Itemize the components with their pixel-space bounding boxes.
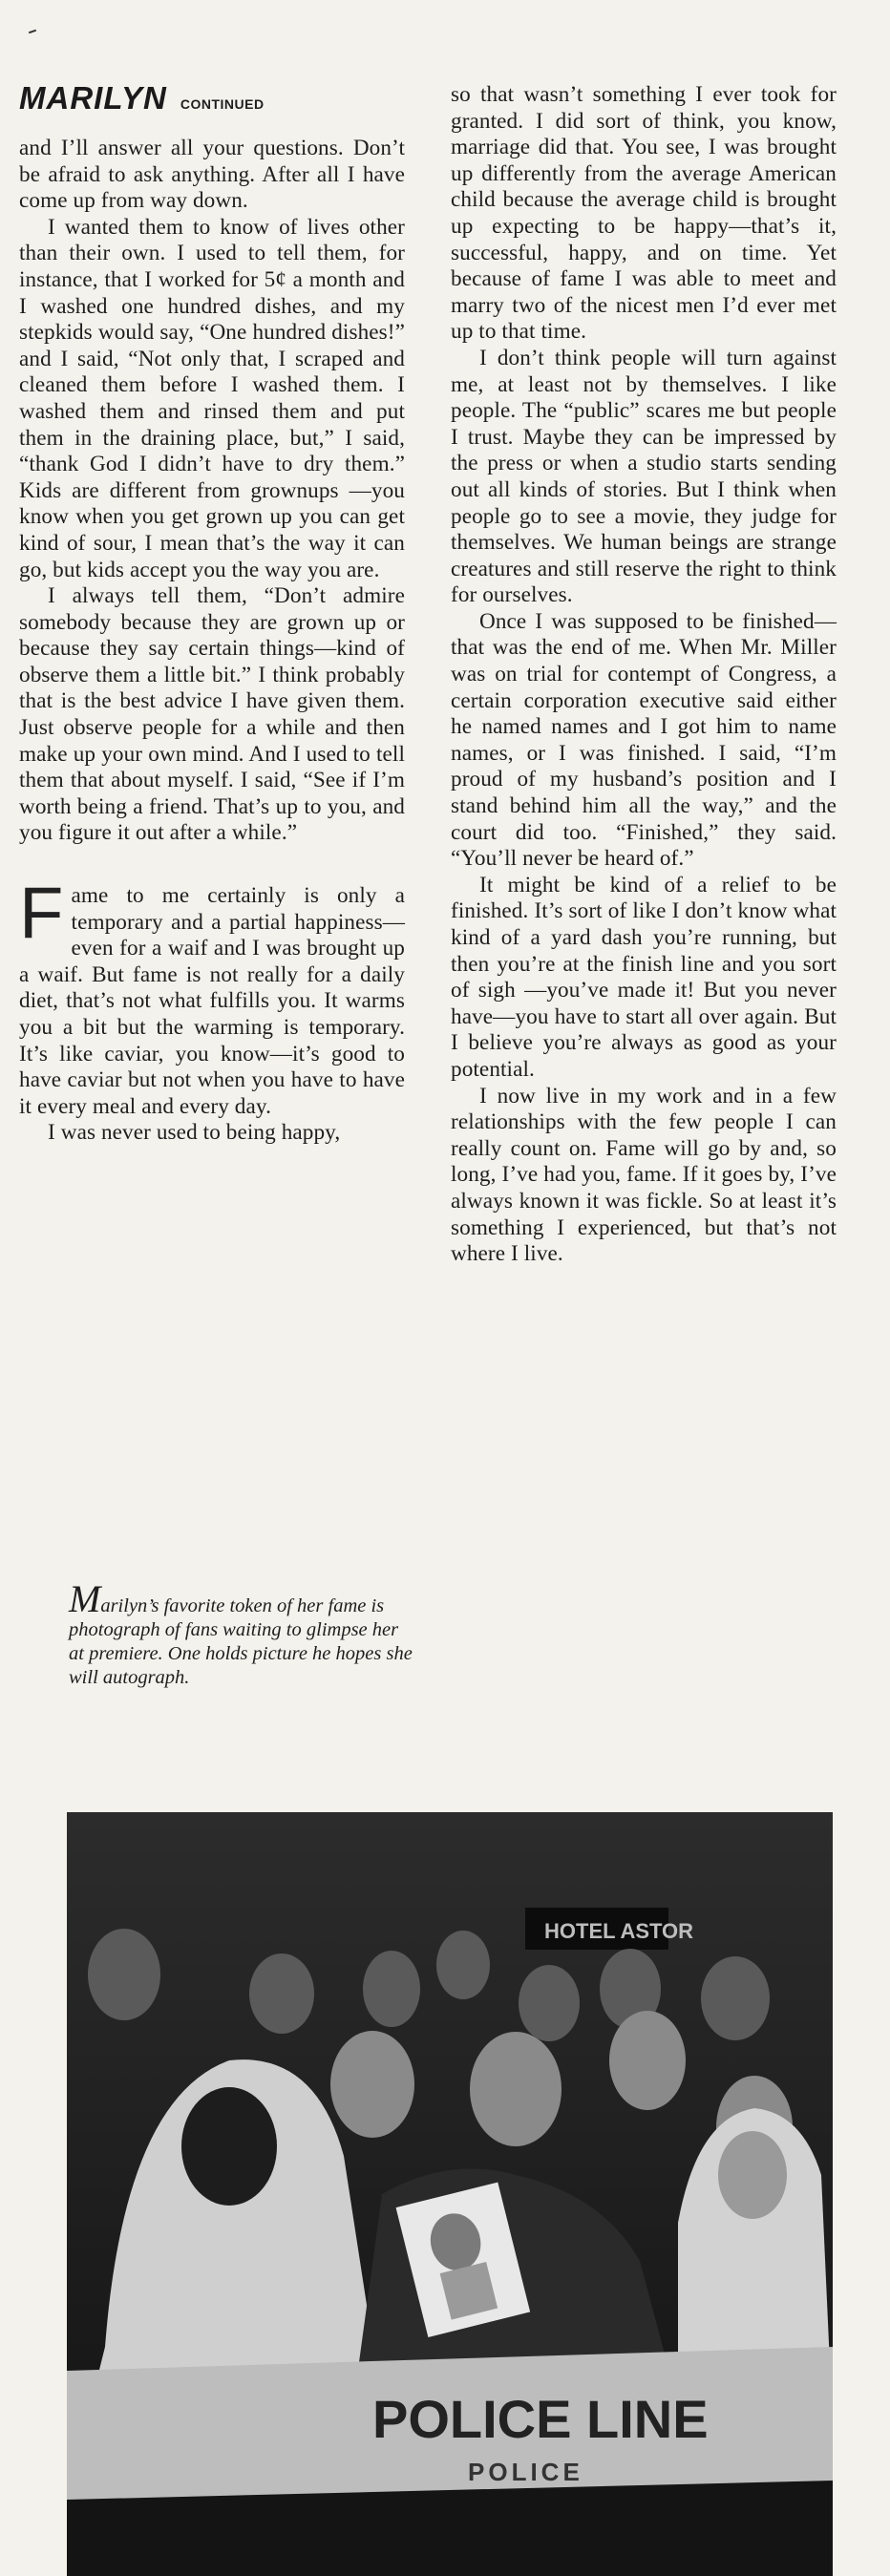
caption-initial: M [69,1577,101,1620]
paragraph: and I’ll answer all your questions. Don’t be afraid to ask anything. After all I have come up from way down. [19,136,405,214]
drop-cap: F [19,873,64,955]
right-column [451,82,837,1268]
caption-text: arilyn’s favorite token of her fame is photograph of fans waiting to glimpse her at premiere. One holds picture he hopes she will autograph. [69,1595,413,1688]
fame-paragraph [19,873,405,1120]
photo-illustration [67,1812,833,2576]
fame-text: ame to me certainly is only a temporary and a partial happiness—even for a waif and I was brought up a waif. But fame is not really for a daily diet, that’s not what fulfills you. It warms you a bit but the warming is temporary. It’s like caviar, you know—it’s good to have caviar but not when you have to have it every meal and every day. [19,883,405,1119]
left-column [19,136,405,1147]
photo-caption [69,1577,413,1690]
article-header [19,80,265,116]
paragraph: It might be kind of a relief to be finished. It’s sort of like I don’t know what kind of a yard dash you’re running, but then you’re at the finish line and you sort of sigh —you’ve made it! But you never have—you have to start all over again. But I believe you’re always as good as your potential. [451,872,837,1082]
corner-mark [29,30,36,34]
paragraph: I wanted them to know of lives other than their own. I used to tell them, for instance, that I worked for 5¢ a month and I washed one hundred dishes, and my stepkids would say, “One hundred dishes!” and I said, “Not only that, I scraped and cleaned them before I washed them. I washed them and rinsed them and put them in the draining place, but,” I said, “thank God I didn’t have to dry them.” Kids are different from grownups —you know when you get grown up you can get kind of sour, I mean that’s the way it can go, but kids accept you the way you are. [19,214,405,582]
paragraph: I don’t think people will turn against me, at least not by themselves. I like people. The “public” scares me but people I trust. Maybe they can be impressed by the press or when a studio starts sending out all kinds of stories. But I think when people go to see a movie, they judge for themselves. We human beings are strange creatures and still reserve the right to think for ourselves. [451,345,837,608]
paragraph: so that wasn’t something I ever took for granted. I did sort of think, you know, marriage did that. You see, I was brought up differently from the average American child because the average child is brought up expecting to be happy—that’s it, successful, happy, and on time. Yet because of fame I was able to meet and marry two of the nicest men I’d ever met up to that time. [451,82,837,345]
hotel-sign-text: HOTEL ASTOR [544,1919,694,1943]
paragraph: I was never used to being happy, [48,1120,341,1146]
barrier-text: POLICE LINE [372,2389,709,2449]
barrier-subtext: POLICE [468,2458,583,2486]
paragraph: I now live in my work and in a few relationships with the few people I can really count on. Fame will go by and, so long, I’ve had you, fame. If it goes by, I’ve always known it was fickle. So at least it’s something I experienced, but that’s not where I live. [451,1083,837,1267]
article-title: MARILYN [19,80,167,116]
paragraph: Once I was supposed to be finished—that was the end of me. When Mr. Miller was on trial for contempt of Congress, a certain corporation executive said either he named names and I got him to name names, or I was finished. I said, “I’m proud of my husband’s position and I stand behind him all the way,” and the court did too. “Finished,” they said. “You’ll never be heard of.” [451,608,837,872]
fans-photograph [67,1812,833,2576]
paragraph: I always tell them, “Don’t admire somebody because they are grown up or because they say certain things—kind of observe them a little bit.” I think probably that is the best advice I have given them. Just observe people for a while and then make up your own mind. And I used to tell them that about myself. I said, “See if I’m worth being a friend. That’s up to you, and you figure it out after a while.” [19,583,405,846]
continued-label: CONTINUED [180,96,265,112]
